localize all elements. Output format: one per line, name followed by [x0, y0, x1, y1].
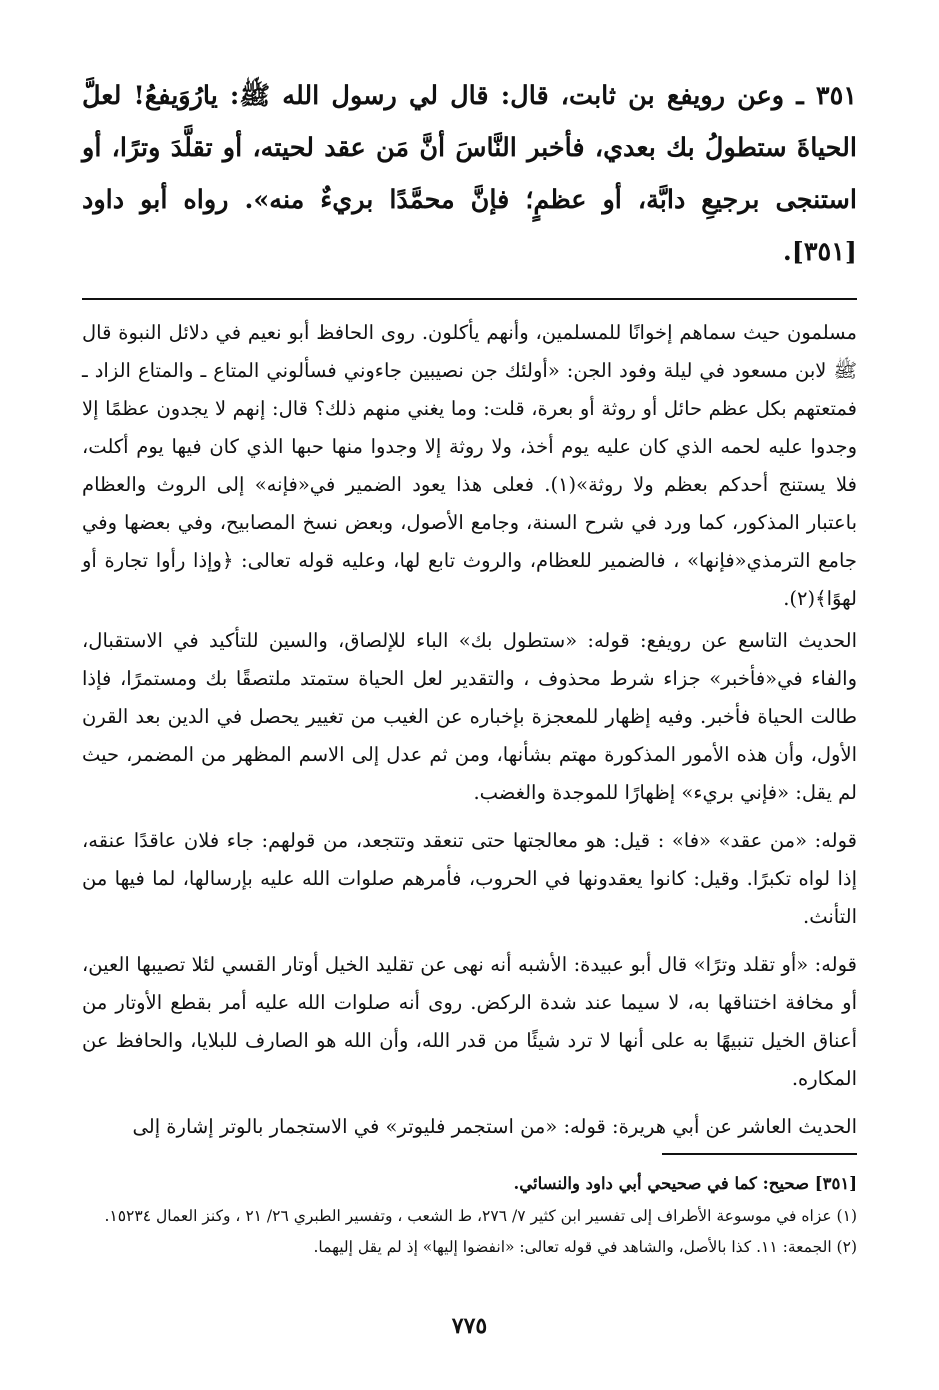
hadith-text: ٣٥١ ـ وعن رويفع بن ثابت، قال: قال لي رسول الله ﷺ: يارُوَيفعُ! لعلَّ الحياةَ ستطولُ بك بعدي، فأخبر النَّاسَ أنَّ مَن عقد لحيته، أو تقلَّدَ وترًا، أو استنجى برجيعِ دابَّة، أو عظمٍ؛ فإنَّ محمَّدًا بريءٌ منه». رواه أبو داود [٣٥١]. — [82, 81, 857, 267]
footnotes-block — [82, 1168, 857, 1263]
hadith-block — [82, 70, 857, 278]
main-divider — [82, 298, 857, 300]
commentary-block — [82, 314, 857, 1146]
commentary-paragraph-2: الحديث التاسع عن رويفع: قوله: «ستطول بك» الباء للإلصاق، والسين للتأكيد في الاستقبال، والفاء في«فأخبر» جزاء شرط محذوف ، والتقدير لعل الحياة ستمتد ملتصقًا بك ومستمرًا، فإذا طالت الحياة فأخبر. وفيه إظهار للمعجزة بإخباره عن الغيب من تغيير يحصل في الدين بعد القرن الأول، وأن هذه الأمور المذكورة مهتم بشأنها، ومن ثم عدل إلى الاسم المظهر من المضمر، حيث لم يقل: «فإني بريء» إظهارًا للموجدة والغضب. — [82, 629, 857, 804]
footnote-1: (١) عزاه في موسوعة الأطراف إلى تفسير ابن كثير ٧/ ٢٧٦، ط الشعب ، وتفسير الطبري ٢٦/ ٢١ ، وكنز العمال ١٥٢٣٤. — [104, 1207, 857, 1225]
footnote-2: (٢) الجمعة: ١١. كذا بالأصل، والشاهد في قوله تعالى: «انفضوا إليها» إذ لم يقل إليهما. — [313, 1238, 857, 1256]
commentary-paragraph-3: قوله: «من عقد» «فا» : قيل: هو معالجتها حتى تنعقد وتتجعد، من قولهم: جاء فلان عاقدًا عنقه، إذا لواه تكبرًا. وقيل: كانوا يعقدونها في الحروب، فأمرهم صلوات الله عليه بإرسالها، لما فيها من التأنث. — [82, 829, 857, 928]
commentary-paragraph-1: مسلمون حيث سماهم إخوانًا للمسلمين، وأنهم يأكلون. روى الحافظ أبو نعيم في دلائل النبوة قال ﷺ لابن مسعود في ليلة وفود الجن: «أولئك جن نصيبين جاءوني فسألوني المتاع ـ والمتاع الزاد ـ فمتعتهم بكل عظم حائل أو روثة أو بعرة، قلت: وما يغني منهم ذلك؟ قال: إنهم لا يجدون عظمًا إلا وجدوا عليه لحمه الذي كان عليه يوم أخذ، ولا روثة إلا وجدوا منها حبها الذي كان فيها يوم أكلت، فلا يستنج أحدكم بعظم ولا روثة»(١). فعلى هذا يعود الضمير في«فإنه» إلى الروث والعظام باعتبار المذكور، كما ورد في شرح السنة، وجامع الأصول، وبعض نسخ المصابيح، وفي بعضها وفي جامع الترمذي«فإنها» ، فالضمير للعظام، والروث تابع لها، وعليه قوله تعالى: ﴿وإذا رأوا تجارة أو لهوًا﴾(٢). — [82, 321, 857, 610]
page-number: ٧٧٥ — [451, 1313, 488, 1339]
page-body — [82, 70, 857, 1156]
footnote-divider — [662, 1153, 857, 1155]
footnote-grade: [٣٥١] صحيح: كما في صحيحي أبي داود والنسائي. — [513, 1174, 857, 1193]
commentary-paragraph-4: قوله: «أو تقلد وترًا» قال أبو عبيدة: الأشبه أنه نهى عن تقليد الخيل أوتار القسي لئلا تصيبها العين، أو مخافة اختناقها به، لا سيما عند شدة الركض. روى أنه صلوات الله عليه أمر بقطع الأوتار من أعناق الخيل تنبيهًا به على أنها لا ترد شيئًا من قدر الله، وأن الله هو الصارف للبلايا، والحافظ عن المكاره. — [82, 953, 857, 1090]
commentary-paragraph-5: الحديث العاشر عن أبي هريرة: قوله: «من استجمر فليوتر» في الاستجمار بالوتر إشارة إلى — [132, 1115, 857, 1138]
